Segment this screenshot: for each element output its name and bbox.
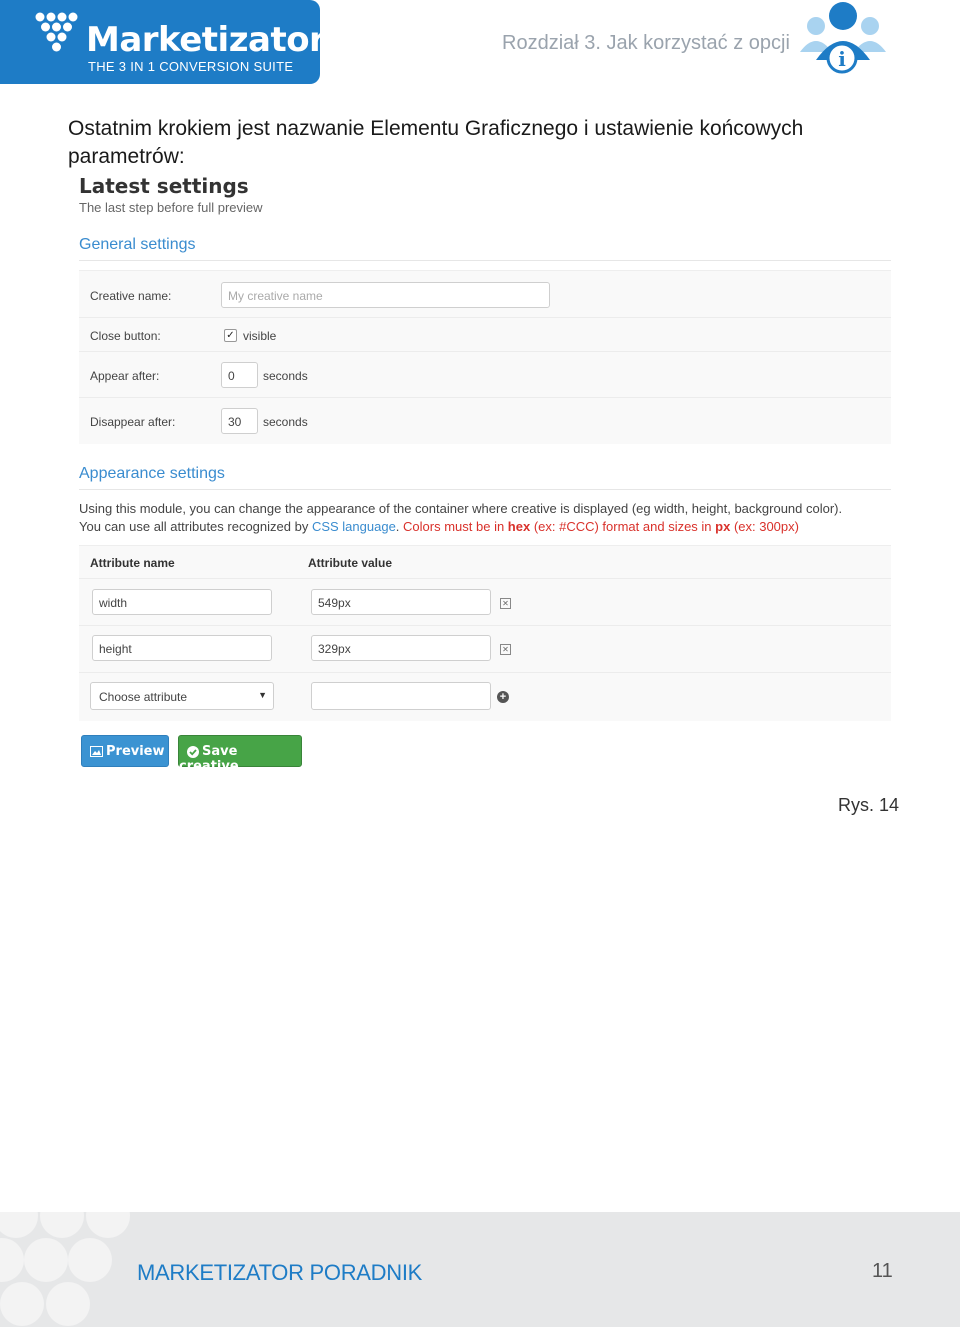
remove-row-icon[interactable]: ✕	[500, 644, 511, 655]
logo-tagline: THE 3 IN 1 CONVERSION SUITE	[88, 59, 294, 74]
description-line-2	[79, 518, 909, 536]
hex-keyword: hex	[507, 519, 531, 534]
disappear-after-row	[79, 398, 891, 444]
divider	[79, 489, 891, 490]
preview-button[interactable]	[81, 735, 169, 767]
attributes-table	[79, 545, 891, 721]
general-settings-heading: General settings	[79, 236, 196, 253]
page-title: Latest settings	[79, 174, 249, 198]
attribute-value-input[interactable]: 329px	[311, 635, 491, 661]
size-example-text: (ex: 300px)	[730, 519, 799, 534]
decorative-circle	[0, 1282, 44, 1326]
attribute-name-input[interactable]: height	[92, 635, 272, 661]
disappear-after-input[interactable]: 30	[221, 408, 258, 434]
css-language-link[interactable]: CSS language	[311, 519, 396, 534]
choose-attribute-select[interactable]	[90, 682, 274, 710]
disappear-after-unit: seconds	[263, 415, 308, 429]
decorative-circle	[68, 1238, 112, 1282]
description-text: .	[395, 519, 404, 534]
check-circle-icon	[187, 746, 199, 758]
logo-name: Marketizator	[86, 20, 326, 60]
image-icon	[90, 746, 103, 757]
appearance-settings-heading: Appearance settings	[79, 465, 225, 482]
close-button-checkbox[interactable]: ✓	[224, 329, 237, 342]
attribute-value-input[interactable]: 549px	[311, 589, 491, 615]
decorative-circle	[0, 1238, 24, 1282]
page-number: 11	[872, 1260, 893, 1282]
description-text: You can use all attributes recognized by	[79, 519, 312, 534]
description-line-1: Using this module, you can change the appearance of the container where creative is displayed (eg width, height, background color).	[79, 501, 843, 516]
save-creative-button[interactable]	[178, 735, 302, 774]
preview-label: Preview	[106, 744, 165, 759]
page-subtitle: The last step before full preview	[79, 200, 263, 215]
column-header-attribute-value: Attribute value	[308, 556, 393, 570]
appear-after-unit: seconds	[263, 369, 308, 383]
decorative-circle	[40, 1212, 84, 1238]
remove-row-icon[interactable]: ✕	[500, 598, 511, 609]
figure-caption: Rys. 14	[838, 795, 900, 815]
column-header-attribute-name: Attribute name	[90, 556, 175, 570]
creative-name-row	[79, 271, 891, 318]
attribute-name-input[interactable]: width	[92, 589, 272, 615]
table-header-row	[79, 546, 891, 579]
appear-after-input[interactable]: 0	[221, 362, 258, 388]
divider	[79, 260, 891, 261]
choose-attribute-label: Choose attribute	[99, 690, 188, 704]
footer	[0, 1212, 960, 1327]
size-rule-text: (ex: #CCC) format and sizes in	[530, 519, 716, 534]
save-creative-label: Save creative	[179, 744, 239, 774]
disappear-after-label: Disappear after:	[90, 415, 176, 429]
appearance-description	[79, 500, 909, 536]
close-button-option-label: visible	[243, 329, 277, 343]
caret-down-icon: ▼	[258, 690, 267, 700]
table-row	[79, 626, 891, 673]
decorative-circle	[24, 1238, 68, 1282]
appear-after-label: Appear after:	[90, 369, 160, 383]
decorative-circle	[46, 1282, 90, 1326]
intro-paragraph: Ostatnim krokiem jest nazwanie Elementu Graficznego i ustawienie końcowych parametrów:	[68, 117, 804, 168]
logo	[0, 0, 326, 84]
decorative-circle	[0, 1212, 38, 1238]
footer-title: MARKETIZATOR PORADNIK	[137, 1260, 423, 1285]
creative-name-label: Creative name:	[90, 289, 172, 303]
people-info-icon	[796, 0, 890, 80]
close-button-row	[79, 318, 891, 352]
creative-name-input[interactable]: My creative name	[221, 282, 550, 308]
new-attribute-row	[79, 673, 891, 721]
table-row	[79, 579, 891, 626]
new-attribute-value-input[interactable]	[311, 682, 491, 710]
appear-after-row	[79, 352, 891, 398]
svg-text:i: i	[838, 47, 846, 71]
grapes-logo-icon	[34, 12, 84, 56]
close-button-label: Close button:	[90, 329, 161, 343]
color-rule-text: Colors must be in	[403, 519, 508, 534]
add-attribute-icon[interactable]: +	[497, 691, 509, 703]
general-settings-panel	[79, 270, 891, 444]
decorative-circle	[86, 1212, 130, 1238]
px-keyword: px	[715, 519, 731, 534]
chapter-title: Rozdział 3. Jak korzystać z opcji	[502, 32, 790, 54]
